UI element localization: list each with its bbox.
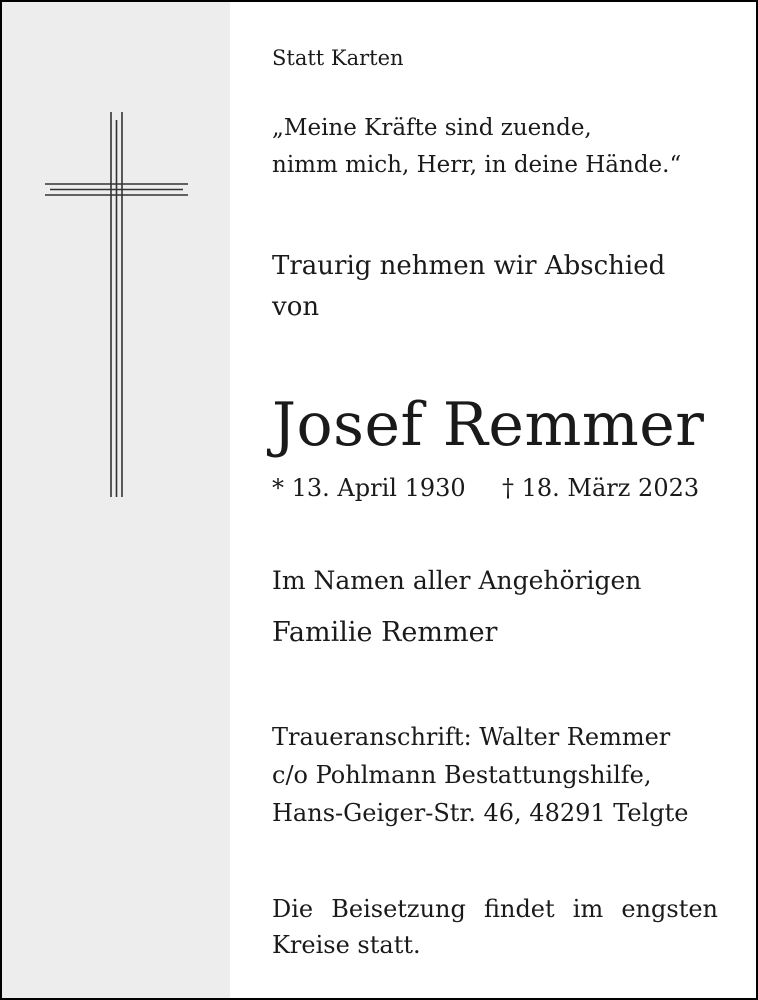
address-line-2: c/o Pohlmann Bestattungshilfe, [272,761,652,789]
burial-line-2: Kreise statt. [272,931,421,959]
family-name: Familie Remmer [272,617,498,648]
cross-icon [42,112,192,502]
verse-line-2: nimm mich, Herr, in deine Hände.“ [272,152,682,178]
address-line-3: Hans-Geiger-Str. 46, 48291 Telgte [272,799,689,827]
intro-line: Statt Karten [272,46,404,70]
death-date: † 18. März 2023 [502,474,700,502]
birth-date: * 13. April 1930 [272,474,466,502]
deceased-name: Josef Remmer [272,390,705,460]
announcement-line-2: von [272,292,320,322]
burial-line-1: Die Beisetzung findet im engsten [272,895,718,923]
verse-line-1: „Meine Kräfte sind zuende, [272,115,592,141]
sidebar-panel [2,2,230,998]
address-line-1: Traueranschrift: Walter Remmer [272,723,671,751]
announcement-line-1: Traurig nehmen wir Abschied [272,251,666,281]
mourners-intro: Im Namen aller Angehörigen [272,566,642,595]
